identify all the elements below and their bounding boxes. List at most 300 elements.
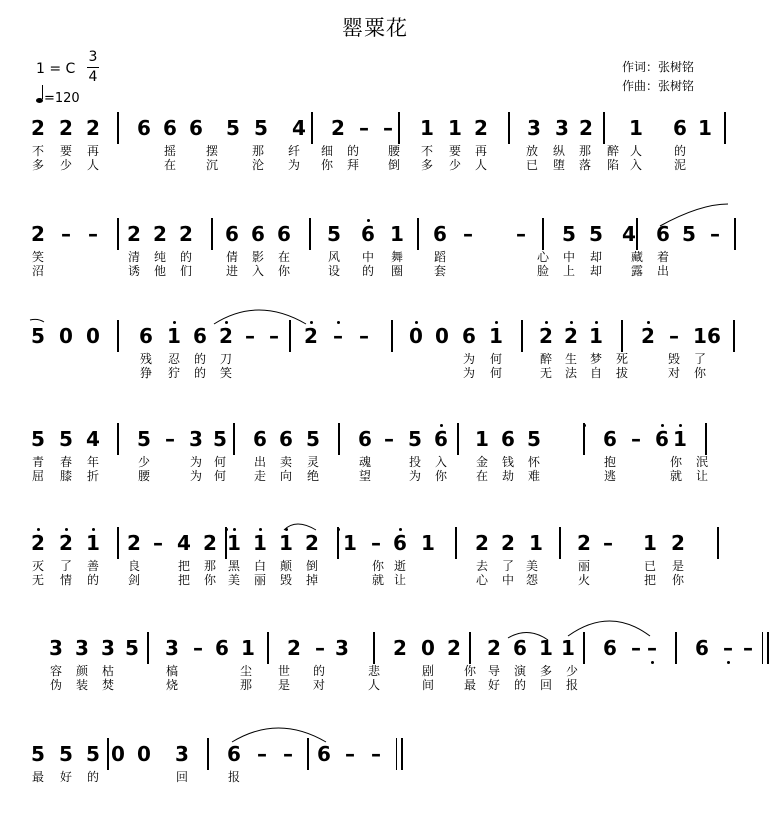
lyric-syllable: 伪 — [49, 678, 63, 692]
lyric-syllable: 残 — [139, 352, 153, 366]
note: 6 — [434, 427, 448, 451]
sustain-dash: – — [463, 222, 473, 246]
note: 5 — [589, 222, 603, 246]
note: 6 — [393, 531, 407, 555]
lyric-syllable: 忍 — [167, 352, 181, 366]
lyric-syllable: 你 — [463, 664, 477, 678]
lyric-syllable: 纤 — [287, 144, 301, 158]
lyric-syllable: 死 — [615, 352, 629, 366]
lyric-syllable: 烧 — [165, 678, 179, 692]
note: 6 — [358, 427, 372, 451]
lyric-syllable: 泥 — [673, 158, 687, 172]
lyricist-credit: 作词：张树铭 — [622, 60, 695, 74]
lyric-syllable: 善 — [86, 559, 100, 573]
note: 2 — [127, 222, 141, 246]
sustain-dash: – — [669, 324, 679, 348]
sustain-dash: – — [88, 222, 98, 246]
note: 6 — [695, 636, 709, 660]
note: 6 — [277, 222, 291, 246]
lyric-syllable: 拜 — [346, 158, 360, 172]
lyric-syllable: 中 — [562, 250, 576, 264]
lyric-syllable: 导 — [487, 664, 501, 678]
lyric-syllable: 毁 — [667, 352, 681, 366]
lyric-syllable: 间 — [421, 678, 435, 692]
lyric-syllable: 的 — [513, 678, 527, 692]
lyric-syllable: 回 — [175, 770, 189, 784]
lyric-syllable: 灭 — [31, 559, 45, 573]
note: 0 — [435, 324, 449, 348]
lyric-syllable: 那 — [239, 678, 253, 692]
lyric-syllable: 脸 — [536, 264, 550, 278]
lyric-syllable: 狞 — [167, 366, 181, 380]
lyric-syllable: 不 — [420, 144, 434, 158]
note: 5 — [31, 427, 45, 451]
note: 3 — [555, 116, 569, 140]
note: 1 — [227, 531, 241, 555]
note: 2 — [501, 531, 515, 555]
lyric-syllable: 笑 — [219, 366, 233, 380]
lyric-syllable: 为 — [189, 469, 203, 483]
note: 5 — [59, 427, 73, 451]
tempo-value: =120 — [44, 91, 80, 106]
note: 5 — [527, 427, 541, 451]
sustain-dash: – — [603, 531, 613, 555]
note: 5 — [682, 222, 696, 246]
note: 6 — [433, 222, 447, 246]
lyric-syllable: 沉 — [205, 158, 219, 172]
lyric-syllable: 的 — [312, 664, 326, 678]
lyric-syllable: 却 — [589, 250, 603, 264]
note: 0 — [421, 636, 435, 660]
lyric-syllable: 少 — [137, 455, 151, 469]
lyric-syllable: 梦 — [589, 352, 603, 366]
lyric-syllable: 就 — [371, 573, 385, 587]
note: 2 — [393, 636, 407, 660]
lyric-syllable: 上 — [562, 264, 576, 278]
lyric-syllable: 生 — [564, 352, 578, 366]
note: 3 — [75, 636, 89, 660]
note: 2 — [287, 636, 301, 660]
lyric-syllable: 放 — [525, 144, 539, 158]
lyric-syllable: 对 — [312, 678, 326, 692]
note: 3 — [175, 742, 189, 766]
lyric-syllable: 要 — [448, 144, 462, 158]
lyric-syllable: 自 — [589, 366, 603, 380]
note: 1 — [390, 222, 404, 246]
note: 2 — [59, 116, 73, 140]
lyric-syllable: 你 — [277, 264, 291, 278]
sustain-dash: – — [257, 742, 267, 766]
note: 2 — [31, 531, 45, 555]
lyric-syllable: 好 — [59, 770, 73, 784]
lyric-syllable: 摆 — [205, 144, 219, 158]
lyric-syllable: 诱 — [127, 264, 141, 278]
lyric-syllable: 腰 — [137, 469, 151, 483]
lyric-syllable: 就 — [669, 469, 683, 483]
lyric-syllable: 是 — [671, 559, 685, 573]
lyric-syllable: 人 — [474, 158, 488, 172]
note: 1 — [86, 531, 100, 555]
lyric-syllable: 了 — [59, 559, 73, 573]
lyric-syllable: 为 — [189, 455, 203, 469]
sustain-dash: – — [723, 636, 733, 660]
lyric-syllable: 逃 — [603, 469, 617, 483]
lyric-syllable: 出 — [253, 455, 267, 469]
lyric-syllable: 你 — [693, 366, 707, 380]
note: 5 — [254, 116, 268, 140]
note: 6 — [193, 324, 207, 348]
sustain-dash: – — [345, 742, 355, 766]
lyric-syllable: 钱 — [501, 455, 515, 469]
note: 6 — [707, 324, 721, 348]
lyric-syllable: 美 — [525, 559, 539, 573]
lyric-syllable: 舞 — [390, 250, 404, 264]
lyric-syllable: 屈 — [31, 469, 45, 483]
sustain-dash: – — [333, 324, 343, 348]
note: 2 — [219, 324, 233, 348]
lyric-syllable: 已 — [525, 158, 539, 172]
note: 6 — [139, 324, 153, 348]
tie-slur — [30, 319, 44, 322]
sustain-dash: – — [631, 427, 641, 451]
lyric-syllable: 毁 — [279, 573, 293, 587]
lyric-syllable: 纵 — [552, 144, 566, 158]
lyric-syllable: 为 — [408, 469, 422, 483]
lyric-syllable: 圈 — [390, 264, 404, 278]
sustain-dash: – — [283, 742, 293, 766]
lyric-syllable: 着 — [656, 250, 670, 264]
lyric-syllable: 青 — [31, 455, 45, 469]
lyric-syllable: 的 — [346, 144, 360, 158]
lyric-syllable: 良 — [127, 559, 141, 573]
lyric-syllable: 套 — [433, 264, 447, 278]
sustain-dash: – — [647, 636, 657, 660]
sustain-dash: – — [631, 636, 641, 660]
sustain-dash: – — [61, 222, 71, 246]
note: 2 — [59, 531, 73, 555]
note: 1 — [475, 427, 489, 451]
note: 1 — [589, 324, 603, 348]
lyric-syllable: 灵 — [306, 455, 320, 469]
sustain-dash: – — [710, 222, 720, 246]
sustain-dash: – — [269, 324, 279, 348]
note: 2 — [671, 531, 685, 555]
note: 0 — [137, 742, 151, 766]
lyric-syllable: 何 — [489, 352, 503, 366]
note: 0 — [86, 324, 100, 348]
lyric-syllable: 醉 — [606, 144, 620, 158]
lyric-syllable: 让 — [393, 573, 407, 587]
note: 2 — [577, 531, 591, 555]
lyric-syllable: 的 — [193, 352, 207, 366]
lyric-syllable: 人 — [86, 158, 100, 172]
lyric-syllable: 他 — [153, 264, 167, 278]
sustain-dash: – — [371, 742, 381, 766]
lyric-syllable: 怀 — [527, 455, 541, 469]
lyric-syllable: 多 — [31, 158, 45, 172]
note: 2 — [31, 116, 45, 140]
lyric-syllable: 把 — [643, 573, 657, 587]
tie-slur — [568, 621, 650, 636]
lyric-syllable: 拔 — [615, 366, 629, 380]
lyric-syllable: 落 — [578, 158, 592, 172]
lyric-syllable: 回 — [539, 678, 553, 692]
lyric-syllable: 掉 — [305, 573, 319, 587]
note: 5 — [59, 742, 73, 766]
lyric-syllable: 最 — [463, 678, 477, 692]
lyric-syllable: 你 — [320, 158, 334, 172]
lyric-syllable: 入 — [434, 455, 448, 469]
note: 1 — [561, 636, 575, 660]
lyric-syllable: 你 — [669, 455, 683, 469]
lyric-syllable: 藏 — [630, 250, 644, 264]
note: 6 — [251, 222, 265, 246]
note: 1 — [448, 116, 462, 140]
note: 6 — [137, 116, 151, 140]
note: 5 — [327, 222, 341, 246]
lyric-syllable: 折 — [86, 469, 100, 483]
lyric-syllable: 你 — [671, 573, 685, 587]
note: 1 — [693, 324, 707, 348]
lyric-syllable: 把 — [177, 559, 191, 573]
lyric-syllable: 美 — [227, 573, 241, 587]
sustain-dash: – — [359, 324, 369, 348]
note: 1 — [643, 531, 657, 555]
note: 1 — [489, 324, 503, 348]
lyric-syllable: 丽 — [577, 559, 591, 573]
lyric-syllable: 怨 — [525, 573, 539, 587]
sustain-dash: – — [371, 531, 381, 555]
lyric-syllable: 报 — [227, 770, 241, 784]
lyric-syllable: 笑 — [31, 250, 45, 264]
lyric-syllable: 那 — [578, 144, 592, 158]
lyric-syllable: 你 — [203, 573, 217, 587]
sustain-dash: – — [359, 116, 369, 140]
lyric-syllable: 倒 — [305, 559, 319, 573]
note: 6 — [279, 427, 293, 451]
note: 6 — [513, 636, 527, 660]
note: 6 — [501, 427, 515, 451]
note: 3 — [335, 636, 349, 660]
lyric-syllable: 蹈 — [433, 250, 447, 264]
lyric-syllable: 投 — [408, 455, 422, 469]
note: 0 — [409, 324, 423, 348]
song-title: 罂粟花 — [342, 16, 408, 40]
lyric-syllable: 剑 — [127, 573, 141, 587]
lyric-syllable: 绝 — [306, 469, 320, 483]
note: 1 — [421, 531, 435, 555]
note: 6 — [253, 427, 267, 451]
lyric-syllable: 心 — [475, 573, 489, 587]
lyric-syllable: 人 — [629, 144, 643, 158]
note: 2 — [203, 531, 217, 555]
tie-slur — [660, 204, 728, 226]
lyric-syllable: 何 — [213, 469, 227, 483]
note: 2 — [641, 324, 655, 348]
lyric-syllable: 装 — [75, 678, 89, 692]
note: 6 — [673, 116, 687, 140]
note: 3 — [49, 636, 63, 660]
note: 5 — [31, 324, 45, 348]
lyric-syllable: 腰 — [387, 144, 401, 158]
lyric-syllable: 沼 — [31, 264, 45, 278]
lyric-syllable: 逝 — [393, 559, 407, 573]
note: 6 — [655, 427, 669, 451]
lyric-syllable: 膝 — [59, 469, 73, 483]
note: 6 — [163, 116, 177, 140]
lyric-syllable: 进 — [225, 264, 239, 278]
sustain-dash: – — [315, 636, 325, 660]
lyric-syllable: 的 — [673, 144, 687, 158]
lyric-syllable: 细 — [320, 144, 334, 158]
note: 6 — [361, 222, 375, 246]
lyric-syllable: 焚 — [101, 678, 115, 692]
final-barline-thin — [762, 632, 763, 664]
lyric-syllable: 那 — [251, 144, 265, 158]
lyric-syllable: 无 — [31, 573, 45, 587]
note: 5 — [137, 427, 151, 451]
note: 5 — [408, 427, 422, 451]
lyric-syllable: 好 — [487, 678, 501, 692]
lyric-syllable: 入 — [251, 264, 265, 278]
note: 2 — [179, 222, 193, 246]
lyric-syllable: 沦 — [251, 158, 265, 172]
note: 1 — [167, 324, 181, 348]
note: 2 — [579, 116, 593, 140]
note: 4 — [177, 531, 191, 555]
sustain-dash: – — [384, 427, 394, 451]
note: 1 — [673, 427, 687, 451]
lyric-syllable: 去 — [475, 559, 489, 573]
tie-slur — [284, 524, 316, 530]
note: 1 — [698, 116, 712, 140]
tie-slur — [232, 728, 326, 742]
lyric-syllable: 不 — [31, 144, 45, 158]
note: 5 — [226, 116, 240, 140]
sustain-dash: – — [516, 222, 526, 246]
lyric-syllable: 设 — [327, 264, 341, 278]
note: 1 — [343, 531, 357, 555]
lyric-syllable: 难 — [527, 469, 541, 483]
lyric-syllable: 世 — [277, 664, 291, 678]
lyric-syllable: 为 — [462, 366, 476, 380]
lyric-syllable: 在 — [475, 469, 489, 483]
note: 6 — [227, 742, 241, 766]
lyric-syllable: 却 — [589, 264, 603, 278]
lyric-syllable: 为 — [462, 352, 476, 366]
lyric-syllable: 对 — [667, 366, 681, 380]
note: 4 — [622, 222, 636, 246]
lyric-syllable: 了 — [693, 352, 707, 366]
note: 5 — [125, 636, 139, 660]
lyric-syllable: 再 — [474, 144, 488, 158]
lyric-syllable: 在 — [277, 250, 291, 264]
lyric-syllable: 纯 — [153, 250, 167, 264]
note: 1 — [420, 116, 434, 140]
lyric-syllable: 倒 — [387, 158, 401, 172]
lyric-syllable: 容 — [49, 664, 63, 678]
lyric-syllable: 少 — [59, 158, 73, 172]
composer-credit: 作曲：张树铭 — [622, 79, 695, 93]
note: 6 — [189, 116, 203, 140]
note: 1 — [539, 636, 553, 660]
note: 1 — [279, 531, 293, 555]
tie-slur — [508, 632, 548, 640]
lyric-syllable: 你 — [371, 559, 385, 573]
note: 6 — [225, 222, 239, 246]
lyric-syllable: 槁 — [165, 664, 179, 678]
lyric-syllable: 年 — [86, 455, 100, 469]
note: 1 — [241, 636, 255, 660]
lyric-syllable: 醉 — [539, 352, 553, 366]
lyric-syllable: 陷 — [606, 158, 620, 172]
lyric-syllable: 那 — [203, 559, 217, 573]
lyric-syllable: 悲 — [367, 664, 381, 678]
note: 3 — [165, 636, 179, 660]
lyric-syllable: 颜 — [75, 664, 89, 678]
lyric-syllable: 何 — [213, 455, 227, 469]
lyric-syllable: 了 — [501, 559, 515, 573]
note: 4 — [292, 116, 306, 140]
note: 1 — [253, 531, 267, 555]
time-signature-bottom: 4 — [88, 69, 98, 85]
lyric-syllable: 抱 — [603, 455, 617, 469]
lyric-syllable: 魂 — [358, 455, 372, 469]
note: 3 — [527, 116, 541, 140]
lyric-syllable: 丽 — [253, 573, 267, 587]
lyric-syllable: 的 — [86, 770, 100, 784]
note: 2 — [447, 636, 461, 660]
note: 2 — [86, 116, 100, 140]
lyric-syllable: 劫 — [501, 469, 515, 483]
note: 3 — [189, 427, 203, 451]
note: 5 — [86, 742, 100, 766]
note: 2 — [487, 636, 501, 660]
lyric-syllable: 何 — [489, 366, 503, 380]
lyric-syllable: 露 — [630, 264, 644, 278]
sustain-dash: – — [193, 636, 203, 660]
note: 2 — [539, 324, 553, 348]
lyric-syllable: 刀 — [219, 352, 233, 366]
lyric-syllable: 要 — [59, 144, 73, 158]
note: 2 — [127, 531, 141, 555]
note: 4 — [86, 427, 100, 451]
note: 0 — [111, 742, 125, 766]
note: 5 — [306, 427, 320, 451]
lyric-syllable: 的 — [86, 573, 100, 587]
lyric-syllable: 火 — [577, 573, 591, 587]
lyric-syllable: 枯 — [101, 664, 115, 678]
lyric-syllable: 在 — [163, 158, 177, 172]
lyric-syllable: 演 — [513, 664, 527, 678]
note: 5 — [213, 427, 227, 451]
sustain-dash: – — [153, 531, 163, 555]
lyric-syllable: 颠 — [279, 559, 293, 573]
sustain-dash: – — [165, 427, 175, 451]
lyric-syllable: 黑 — [227, 559, 241, 573]
lyric-syllable: 剧 — [421, 664, 435, 678]
sustain-dash: – — [245, 324, 255, 348]
lyric-syllable: 让 — [695, 469, 709, 483]
lyric-syllable: 摇 — [163, 144, 177, 158]
note: 6 — [603, 427, 617, 451]
lyric-syllable: 情 — [59, 573, 73, 587]
lyric-syllable: 最 — [31, 770, 45, 784]
lyric-syllable: 卖 — [279, 455, 293, 469]
lyric-syllable: 堕 — [552, 158, 566, 172]
lyric-syllable: 望 — [358, 469, 372, 483]
lyric-syllable: 少 — [448, 158, 462, 172]
